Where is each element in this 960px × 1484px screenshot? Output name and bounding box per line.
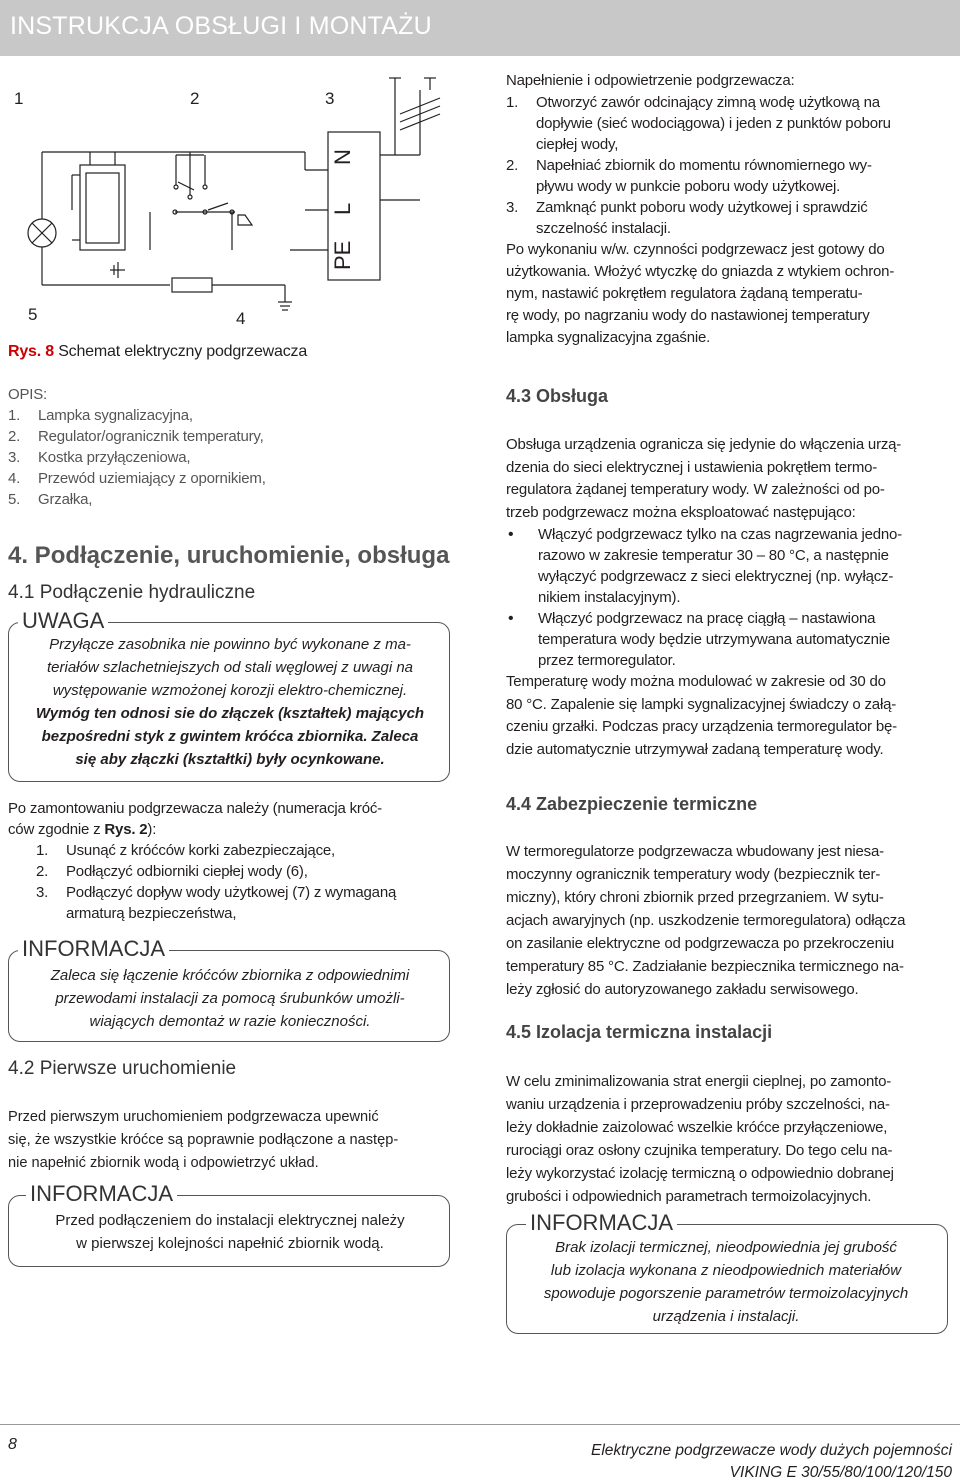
terminal-pe: PE	[330, 240, 355, 270]
diagram-label-4: 4	[236, 309, 246, 328]
footer-divider	[0, 1424, 960, 1425]
list-item: 1. Lampka sygnalizacyjna,	[8, 407, 193, 424]
mounting-intro-2: ców zgodnie z Rys. 2):	[8, 821, 157, 838]
list-item: 1. Otworzyć zawór odcinający zimną wodę użytkową na dopływie (sieć wodociągowa) i jeden z punktów poboru ciepłej wody,	[506, 94, 891, 153]
mounting-list	[8, 840, 458, 924]
footer-title	[591, 1440, 952, 1484]
section-43-title: 4.3 Obsługa	[506, 386, 609, 406]
mounting-section	[8, 798, 458, 924]
info-box-3-label: INFORMACJA	[526, 1210, 677, 1236]
uwaga-label: UWAGA	[18, 608, 108, 634]
opis-section	[8, 384, 448, 510]
figure-caption-text: Schemat elektryczny podgrzewacza	[58, 343, 308, 360]
info-box-1-text: Zaleca się łączenie króćców zbiornika z odpowiednimi przewodami instalacji za pomocą śrubunków umożli- wiających demontaż w razie konieczności.	[50, 967, 410, 1030]
list-item: 3. Zamknąć punkt poboru wody użytkowej i sprawdzić szczelność instalacji.	[506, 199, 868, 237]
heater-block	[80, 165, 125, 250]
section-41-title: 4.1 Podłączenie hydrauliczne	[8, 582, 256, 603]
diagram-label-5: 5	[28, 305, 38, 324]
section-45-body: W celu zminimalizowania strat energii cieplnej, po zamonto- waniu urządzenia i przeprowadzeniu próby szczelności, na- leży dokładnie zaizolować wszelkie króćce przyłączeniowe, rurociągi oraz osłony czujnika temperatury. Do tego celu na- leży wykorzystać izolację termiczną o odpowiednio dobranej grubości i odpowiednich parametrach termoizolacyjnych.	[506, 1073, 894, 1205]
info-box-1-label: INFORMACJA	[18, 936, 169, 962]
section-42-body: Przed pierwszym uruchomieniem podgrzewacza upewnić się, że wszystkie króćce są poprawnie podłączone a następ- nie napełnić zbiornik wodą i odpowietrzyć układ.	[8, 1109, 399, 1171]
info-box-3-text: Brak izolacji termicznej, nieodpowiednia jej grubość lub izolacja wykonana z nieodpowiednich materiałów spowoduje pogorszenie parametrów termoizolacyjnych urządzenia i instalacji.	[543, 1239, 909, 1325]
list-item: armaturą bezpieczeństwa,	[66, 905, 237, 922]
figure-caption-number: 8	[45, 343, 54, 360]
section-45-title: 4.5 Izolacja termiczna instalacji	[506, 1022, 773, 1042]
list-item: 3. Podłączyć dopływ wody użytkowej (7) z wymaganą	[36, 884, 397, 901]
opis-title: OPIS:	[8, 386, 48, 403]
diagram-label-1: 1	[14, 89, 24, 108]
diagram-label-3: 3	[325, 89, 335, 108]
list-item: 2. Napełniać zbiornik do momentu równomiernego wy- pływu wody w punkcie poboru wody użytkowej.	[506, 157, 872, 195]
electrical-diagram	[0, 70, 470, 340]
page-number: 8	[8, 1436, 17, 1453]
section-4-title: 4. Podłączenie, uruchomienie, obsługa	[8, 542, 450, 569]
page-header	[0, 0, 960, 56]
section-44-title: 4.4 Zabezpieczenie termiczne	[506, 794, 758, 814]
info-box-2-label: INFORMACJA	[26, 1181, 177, 1207]
list-item: 1. Usunąć z króćców korki zabezpieczające,	[36, 842, 335, 859]
resistor-symbol	[172, 278, 212, 292]
filling-list	[506, 92, 954, 239]
list-item: 2. Podłączyć odbiorniki ciepłej wody (6),	[36, 863, 308, 880]
uwaga-text: Przyłącze zasobnika nie powinno być wykonane z ma- teriałów szlachetniejszych od stali węglowej z uwagi na występowanie wzmożonej korozji elektro-chemicznej. Wymóg ten odnosi sie do złączek (kształtek) mających bezpośredni styk z gwintem króćca zbiornika. Zaleca się aby złączki (kształtki) były ocynkowane.	[35, 636, 425, 768]
terminal-l: L	[330, 202, 355, 215]
footer-line-2: VIKING E 30/55/80/100/120/150	[729, 1464, 952, 1481]
list-item: 4. Przewód uziemiający z opornikiem,	[8, 470, 266, 487]
section-42-title: 4.2 Pierwsze uruchomienie	[8, 1058, 237, 1079]
header-title: INSTRUKCJA OBSŁUGI I MONTAŻU	[10, 12, 432, 40]
footer-line-1: Elektryczne podgrzewacze wody dużych pojemności	[591, 1442, 952, 1459]
figure-caption	[8, 343, 307, 361]
info-box-2-text: Przed podłączeniem do instalacji elektrycznej należy w pierwszej kolejności napełnić zbiornik wodą.	[55, 1212, 405, 1252]
opis-list	[8, 405, 448, 510]
filling-section: Napełnienie i odpowietrzenie podgrzewacza: 1. Otworzyć zawór odcinający zimną wodę użytkową na dopływie (sieć wodociągowa) i jeden z punktów poboru ciepłej wody, 2. Napełniać zbiornik do momentu równomiernego wy- pływu wody w punkcie poboru wody użytkowej. 3. Zamknąć punkt poboru wody użytkowej i sprawdzić szczelność instalacji. Po wykonaniu w/w. czynności podgrzewacz jest gotowy do użytkowania. Włożyć wtyczkę do gniazda z wtykiem ochron- nym, nastawić pokrętłem regulatora żądaną temperatu- rę wody, po nagrzaniu wody do nastawionej temperatury lampka sygnalizacyjna zgaśnie.	[506, 70, 954, 349]
list-item: 3. Kostka przyłączeniowa,	[8, 449, 191, 466]
section-43-bullets	[506, 524, 956, 671]
list-item: • Włączyć podgrzewacz na pracę ciągłą – nastawiona temperatura wody będzie utrzymywana automatycznie przez termoregulator.	[508, 610, 891, 669]
diagram-label-2: 2	[190, 89, 200, 108]
mounting-intro-1: Po zamontowaniu podgrzewacza należy (numeracja króć-	[8, 800, 382, 817]
list-item: • Włączyć podgrzewacz tylko na czas nagrzewania jedno- razowo w zakresie temperatur 30 – 80 °C, a następnie wyłączyć podgrzewacz z sieci elektrycznej (np. wyłącz- nikiem instalacyjnym).	[508, 526, 902, 606]
figure-caption-prefix: Rys.	[8, 343, 41, 360]
filling-title: Napełnienie i odpowietrzenie podgrzewacza:	[506, 72, 795, 89]
terminal-n: N	[330, 149, 355, 165]
list-item: 5. Grzałka,	[8, 491, 93, 508]
list-item: 2. Regulator/ogranicznik temperatury,	[8, 428, 264, 445]
section-44-body: W termoregulatorze podgrzewacza wbudowany jest niesa- moczynny ogranicznik temperatury wody (bezpiecznik ter- miczny), który chroni zbiornik przed przegrzaniem. W sytu- acjach awaryjnych (np. uszkodzenie termoregulatora) odłącza on zasilanie elektryczne od podgrzewacza po przekroczeniu temperatury 85 °C. Zadziałanie bezpiecznika termicznego na- leży zgłosić do autoryzowanego zakładu serwisowego.	[506, 843, 906, 998]
section-43-body: Obsługa urządzenia ogranicza się jedynie do włączenia urzą- dzenia do sieci elektrycznej i ustawienia pokrętłem termo- regulatora żądanej temperatury wody. W zależności od po- trzeb podgrzewacz można eksploatować następująco: • Włączyć podgrzewacz tylko na czas nagrzewania jedno- razowo w zakresie temperatur 30 – 80 °C, a następnie wyłączyć podgrzewacz z sieci elektrycznej (np. wyłącz- nikiem instalacyjnym). • Włączyć podgrzewacz na pracę ciągłą – nastawiona temperatura wody będzie utrzymywana automatycznie przez termoregulator. Temperaturę wody można modulować w zakresie od 30 do 80 °C. Zapalenie się lampki sygnalizacyjnej świadczy o załą- czeniu grzałki. Podczas pracy urządzenia termoregulator bę- dzie automatycznie utrzymywał zadaną temperaturę wody.	[506, 434, 956, 761]
